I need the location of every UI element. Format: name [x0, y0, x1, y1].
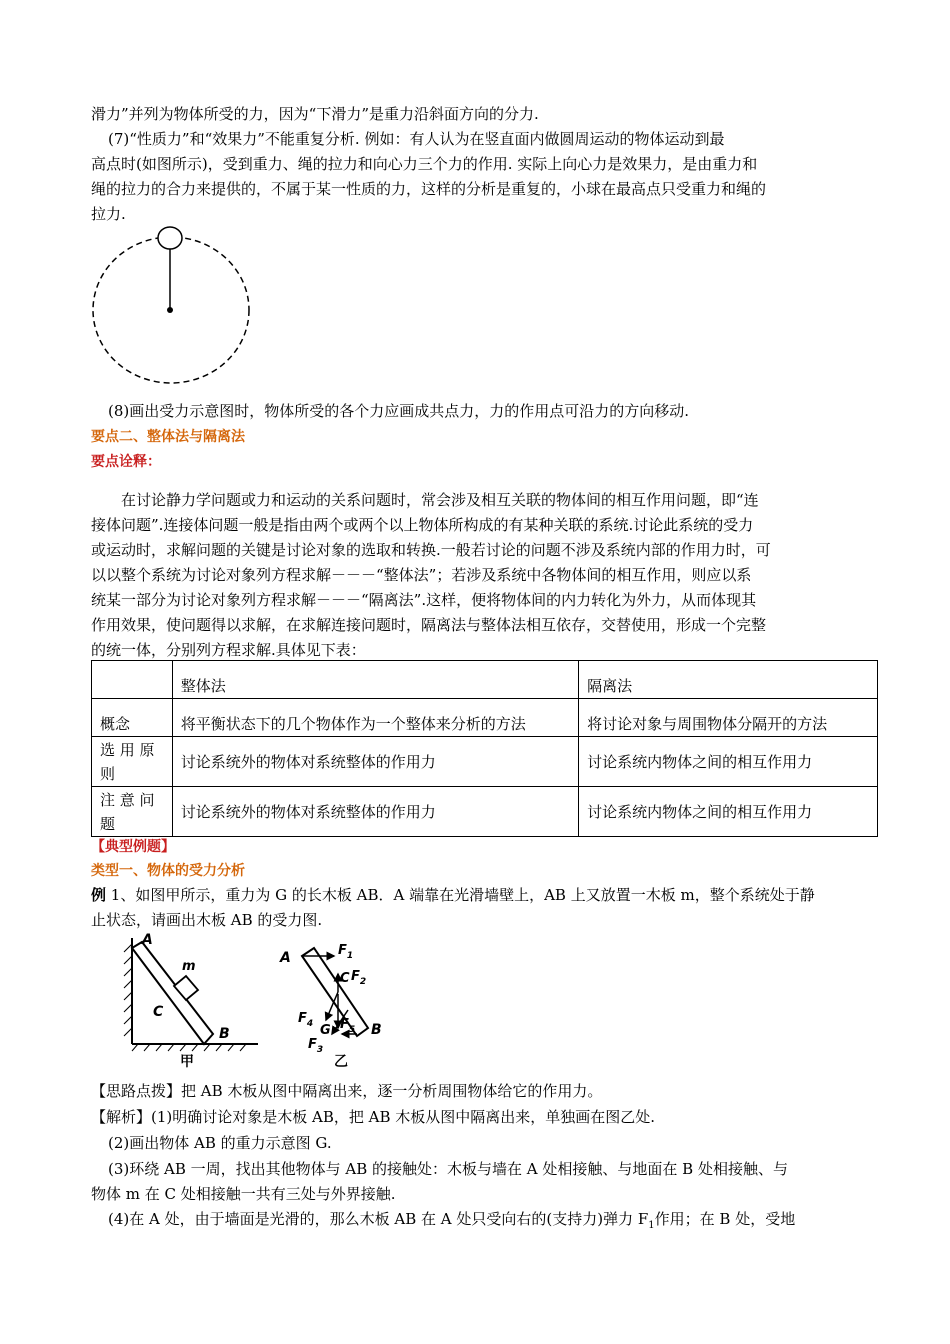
- table-cell: 讨论系统内物体之间的相互作用力: [579, 737, 878, 787]
- ball-circle: [158, 227, 182, 249]
- paragraph-line: 在讨论静力学问题或力和运动的关系问题时，常会涉及相互关联的物体间的相互作用问题，即“连: [121, 491, 759, 509]
- label-f3: [308, 1037, 323, 1055]
- paragraph-line: 作用效果，使问题得以求解，在求解连接问题时，隔离法与整体法相互依存，交替使用，形成一个完整: [91, 616, 767, 634]
- row-label: [92, 737, 173, 787]
- ground-hatch: [132, 1044, 246, 1051]
- circular-motion-figure: [85, 218, 257, 388]
- row-label-line: 则: [100, 764, 116, 783]
- paragraph-line: 滑力”并列为物体所受的力，因为“下滑力”是重力沿斜面方向的分力.: [91, 105, 539, 123]
- example-line: 止状态，请画出木板 AB 的受力图.: [91, 911, 323, 929]
- section-title: 要点二、整体法与隔离法: [91, 429, 245, 445]
- comparison-table: [91, 660, 878, 837]
- row-label-line: 注 意 问: [100, 790, 155, 809]
- table-cell: 将讨论对象与周围物体分隔开的方法: [579, 699, 878, 737]
- label-b: B: [371, 1022, 382, 1038]
- label-f3-sub: 3: [316, 1045, 324, 1055]
- label-f5-sub: 5: [348, 1025, 356, 1035]
- table-row: [92, 699, 878, 737]
- analysis-line: [108, 1208, 795, 1237]
- analysis-line: (2)画出物体 AB 的重力示意图 G.: [108, 1134, 332, 1152]
- table-cell: 讨论系统外的物体对系统整体的作用力: [172, 787, 578, 837]
- paragraph-line: (7)“性质力”和“效果力”不能重复分析. 例如：有人认为在竖直面内做圆周运动的物体运动到最: [108, 130, 725, 148]
- paragraph-line: 高点时(如图所示)，受到重力、绳的拉力和向心力三个力的作用. 实际上向心力是效果力，是由重力和: [91, 155, 758, 173]
- section-subtitle: 要点诠释：: [91, 454, 161, 470]
- board-ab: [132, 942, 213, 1044]
- label-f3-letter: F: [308, 1037, 317, 1052]
- example-label: 例: [91, 886, 107, 904]
- table-cell: 讨论系统外的物体对系统整体的作用力: [172, 737, 578, 787]
- analysis-line: 【解析】(1)明确讨论对象是木板 AB，把 AB 木板从图中隔离出来，单独画在图乙处.: [91, 1108, 656, 1126]
- table-cell: [92, 661, 173, 699]
- paragraph-line: 拉力.: [91, 205, 126, 223]
- analysis-line: 【思路点拨】把 AB 木板从图中隔离出来，逐一分析周围物体给它的作用力。: [91, 1082, 603, 1100]
- row-label: [92, 787, 173, 837]
- table-row: [92, 737, 878, 787]
- figure-yi: [278, 930, 398, 1070]
- row-label-line: 题: [100, 814, 116, 833]
- center-point: [167, 307, 173, 313]
- row-label-line: 选 用 原: [100, 740, 155, 759]
- subscript: 1: [648, 1220, 655, 1231]
- label-b: B: [219, 1026, 230, 1042]
- label-f2-sub: 2: [359, 977, 367, 987]
- example-line: [91, 884, 815, 906]
- label-f4: [298, 1011, 313, 1029]
- label-g: G: [320, 1023, 331, 1038]
- label-f1-letter: F: [338, 943, 347, 958]
- label-f2-letter: F: [351, 969, 360, 984]
- paragraph-line: 的统一体，分别列方程求解.具体见下表：: [91, 641, 366, 659]
- row-label: 概念: [92, 699, 173, 737]
- table-header-cell: 整体法: [172, 661, 578, 699]
- label-f2: [351, 969, 366, 987]
- analysis-text: (4)在 A 处，由于墙面是光滑的，那么木板 AB 在 A 处只受向右的(支持力)弹力 F: [108, 1210, 649, 1228]
- caption-yi: 乙: [334, 1054, 348, 1070]
- analysis-text: 作用；在 B 处，受地: [654, 1210, 796, 1228]
- paragraph-line: 统某一部分为讨论对象列方程求解－－－“隔离法”.这样，便将物体间的内力转化为外力，从而体现其: [91, 591, 757, 609]
- label-m: m: [182, 959, 196, 974]
- table-header-row: [92, 661, 878, 699]
- paragraph-line: 绳的拉力的合力来提供的，不属于某一性质的力，这样的分析是重复的，小球在最高点只受重力和绳的: [91, 180, 767, 198]
- paragraph-line: 接体问题”.连接体问题一般是指由两个或两个以上物体所构成的有某种关联的系统.讨论此系统的受力: [91, 516, 754, 534]
- label-c: C: [340, 971, 350, 986]
- table-cell: 讨论系统内物体之间的相互作用力: [579, 787, 878, 837]
- label-f1-sub: 1: [346, 951, 354, 961]
- example-text: 1、如图甲所示，重力为 G 的长木板 AB．A 端靠在光滑墙壁上，AB 上又放置一木板 m，整个系统处于静: [106, 886, 815, 904]
- label-f5-letter: F: [340, 1017, 349, 1032]
- examples-heading: 【典型例题】: [91, 839, 175, 855]
- analysis-line: 物体 m 在 C 处相接触一共有三处与外界接触.: [91, 1185, 396, 1203]
- figure-jia: [118, 930, 263, 1070]
- label-c: C: [153, 1004, 164, 1020]
- paragraph-line: (8)画出受力示意图时，物体所受的各个力应画成共点力，力的作用点可沿力的方向移动.: [108, 402, 690, 420]
- analysis-line: (3)环绕 AB 一周，找出其他物体与 AB 的接触处：木板与墙在 A 处相接触、与地面在 B 处相接触、与: [108, 1160, 788, 1178]
- label-f4-sub: 4: [306, 1019, 314, 1029]
- paragraph-line: 或运动时，求解问题的关键是讨论对象的选取和转换.一般若讨论的问题不涉及系统内部的作用力时，可: [91, 541, 771, 559]
- table-cell: 将平衡状态下的几个物体作为一个整体来分析的方法: [172, 699, 578, 737]
- label-f4-letter: F: [298, 1011, 307, 1026]
- label-a: A: [142, 932, 153, 948]
- label-a: A: [280, 950, 291, 966]
- label-f1: [338, 943, 353, 961]
- wall-hatch: [124, 944, 132, 1036]
- paragraph-line: 以以整个系统为讨论对象列方程求解－－－“整体法”；若涉及系统中各物体间的相互作用，则应以系: [91, 566, 752, 584]
- table-row: [92, 787, 878, 837]
- caption-jia: 甲: [180, 1054, 194, 1070]
- table-header-cell: 隔离法: [579, 661, 878, 699]
- type-heading: 类型一、物体的受力分析: [91, 863, 245, 879]
